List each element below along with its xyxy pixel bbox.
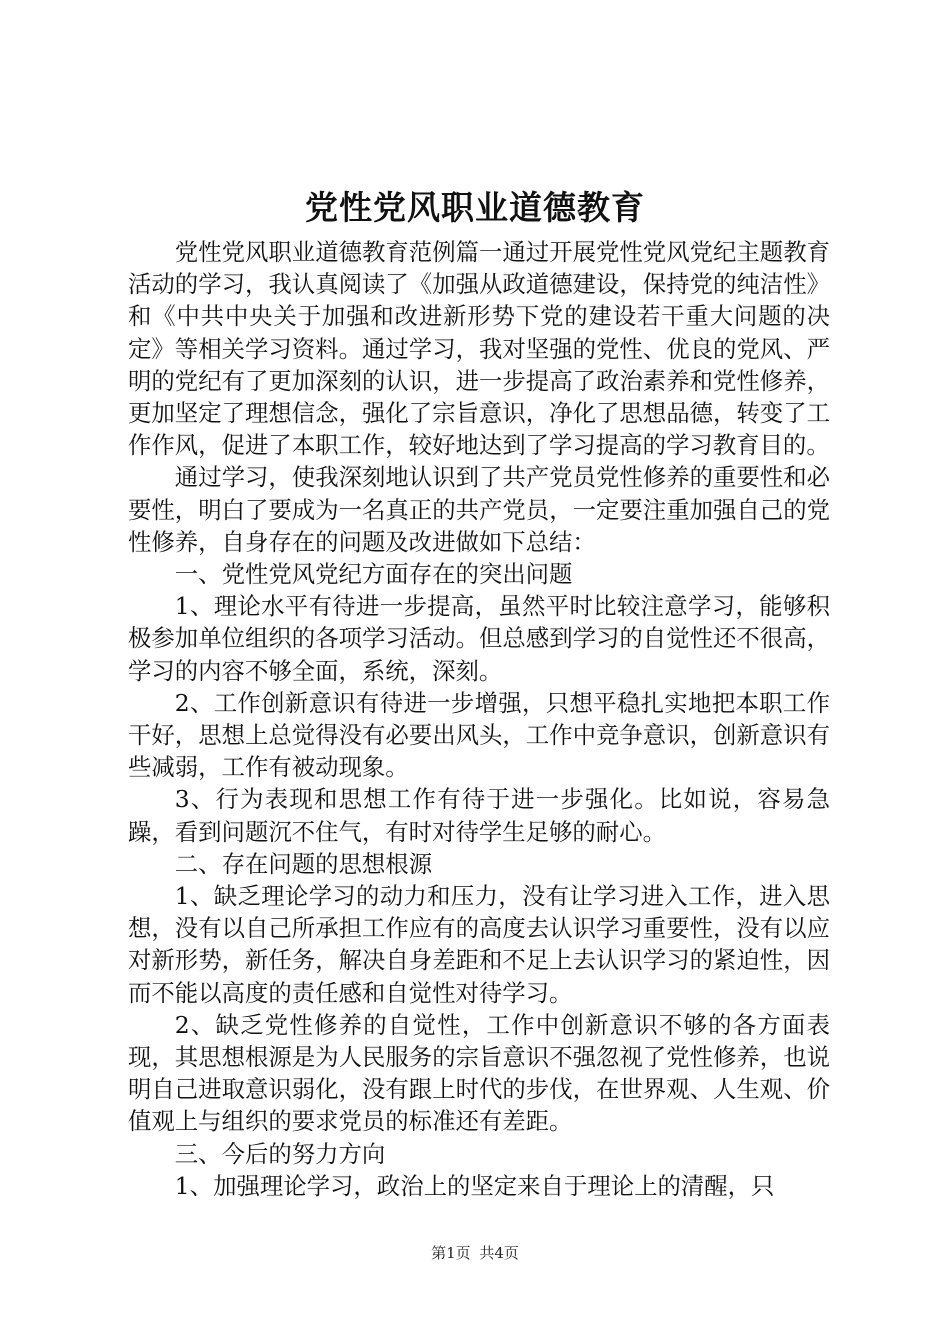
page-total: 共4页 [479, 1244, 519, 1262]
document-body [128, 236, 830, 1202]
paragraph-intro: 党性党风职业道德教育范例篇一通过开展党性党风党纪主题教育活动的学习，我认真阅读了《加强从政道德建设，保持党的纯洁性》和《中共中央关于加强和改进新形势下党的建设若干重大问题的决定》等相关学习资料。通过学习，我对坚强的党性、优良的党风、严明的党纪有了更加深刻的认识，进一步提高了政治素养和党性修养，更加坚定了理想信念，强化了宗旨意识，净化了思想品德，转变了工作作风，促进了本职工作，较好地达到了学习提高的学习教育目的。 [128, 238, 830, 460]
paragraph-summary: 通过学习，使我深刻地认识到了共产党员党性修养的重要性和必要性，明白了要成为一名真正的共产党员，一定要注重加强自己的党性修养，自身存在的问题及改进做如下总结： [128, 463, 830, 556]
page-footer [0, 1243, 950, 1263]
section-heading-2: 二、存在问题的思想根源 [174, 849, 433, 878]
paragraph-item: 1、理论水平有待进一步提高，虽然平时比较注意学习，能够积极参加单位组织的各项学习活动。但总感到学习的自觉性还不很高，学习的内容不够全面，系统，深刻。 [128, 592, 830, 685]
paragraph-item: 2、缺乏党性修养的自觉性，工作中创新意识不够的各方面表现，其思想根源是为人民服务的宗旨意识不强忽视了党性修养，也说明自己进取意识弱化，没有跟上时代的步伐，在世界观、人生观、价值观上与组织的要求党员的标准还有差距。 [128, 1010, 830, 1136]
document-title: 党性党风职业道德教育 [305, 188, 645, 227]
paragraph-item: 1、加强理论学习，政治上的坚定来自于理论上的清醒，只 [174, 1171, 775, 1200]
paragraph-item: 1、缺乏理论学习的动力和压力，没有让学习进入工作，进入思想，没有以自己所承担工作应有的高度去认识学习重要性，没有以应对新形势，新任务，解决自身差距和不足上去认识学习的紧迫性，因而不能以高度的责任感和自觉性对待学习。 [128, 882, 830, 1007]
page-number: 第1页 [431, 1244, 471, 1262]
section-heading-1: 一、党性党风党纪方面存在的突出问题 [174, 560, 573, 589]
paragraph-item: 2、工作创新意识有待进一步增强，只想平稳扎实地把本职工作干好，思想上总觉得没有必要出风头，工作中竞争意识，创新意识有些减弱，工作有被动现象。 [128, 688, 830, 782]
section-heading-3: 三、今后的努力方向 [174, 1139, 386, 1168]
paragraph-item: 3、行为表现和思想工作有待于进一步强化。比如说，容易急躁，看到问题沉不住气，有时对待学生足够的耐心。 [128, 785, 830, 846]
